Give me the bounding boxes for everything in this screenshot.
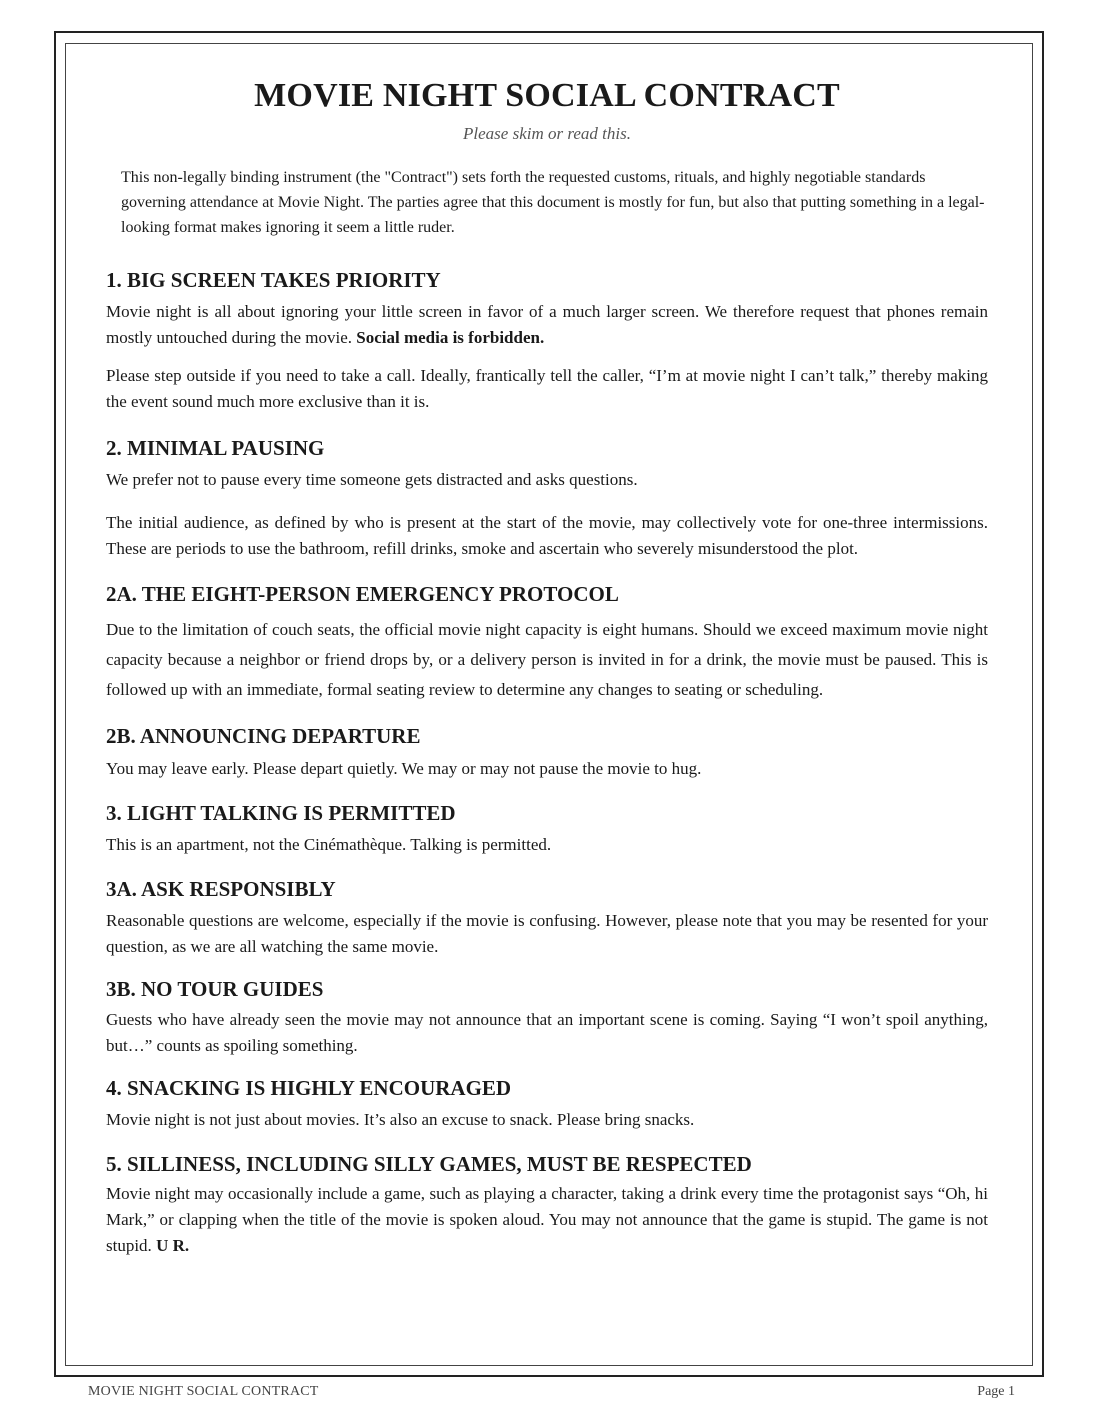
section-paragraph: The initial audience, as defined by who is present at the start of the movie, may collectively vote for one-three intermissions. These are periods to use the bathroom, refill drinks, smoke and ascertain who severely misunderstood the plot. — [106, 513, 988, 558]
section-paragraph: Due to the limitation of couch seats, the official movie night capacity is eight humans. Should we exceed maximum movie night capacity because a neighbor or friend drops by, or a delivery person is invited in for a drink, the movie must be paused. This is followed up with an immediate, formal seating review to determine any changes to seating or scheduling. — [106, 620, 988, 699]
paragraph-text: Movie night may occasionally include a game, such as playing a character, taking a drink every time the protagonist says “Oh, hi Mark,” or clapping when the title of the movie is spoken aloud. You may not announce that the game is stupid. The game is not stupid. — [106, 1184, 988, 1255]
section-paragraph: Reasonable questions are welcome, especially if the movie is confusing. However, please note that you may be resented for your question, as we are all watching the same movie. — [106, 911, 988, 956]
section-3a — [106, 875, 988, 960]
section-paragraph: Movie night is not just about movies. It’s also an excuse to snack. Please bring snacks. — [106, 1110, 695, 1129]
section-5 — [106, 1150, 988, 1259]
section-paragraph — [106, 299, 988, 351]
section-heading: 4. SNACKING IS HIGHLY ENCOURAGED — [106, 1076, 512, 1100]
section-heading: 2A. THE EIGHT-PERSON EMERGENCY PROTOCOL — [106, 582, 619, 606]
section-paragraph: This is an apartment, not the Cinémathèque. Talking is permitted. — [106, 835, 552, 854]
section-heading: 5. SILLINESS, INCLUDING SILLY GAMES, MUST BE RESPECTED — [106, 1152, 752, 1176]
section-paragraph: Please step outside if you need to take a call. Ideally, frantically tell the caller, “I’m at movie night I can’t talk,” thereby making the event sound much more exclusive than it is. — [106, 366, 988, 411]
footer-page-number: Page 1 — [977, 1384, 1015, 1399]
section-2 — [106, 434, 988, 562]
section-paragraph: Guests who have already seen the movie may not announce that an important scene is coming. Saying “I won’t spoil anything, but…” counts as spoiling something. — [106, 1010, 988, 1055]
section-2a — [106, 580, 988, 705]
section-heading: 2. MINIMAL PAUSING — [106, 436, 325, 460]
document-body — [106, 74, 988, 1259]
section-heading: 3B. NO TOUR GUIDES — [106, 977, 324, 1001]
section-heading: 3A. ASK RESPONSIBLY — [106, 877, 336, 901]
section-paragraph — [106, 1181, 988, 1259]
bold-text: U R. — [156, 1236, 190, 1255]
section-paragraph: We prefer not to pause every time someone gets distracted and asks questions. — [106, 470, 638, 489]
document-subtitle: Please skim or read this. — [463, 124, 631, 143]
bold-text: Social media is forbidden. — [356, 328, 545, 347]
section-1 — [106, 266, 988, 415]
section-heading: 3. LIGHT TALKING IS PERMITTED — [106, 801, 456, 825]
section-4 — [106, 1074, 988, 1133]
document-title: MOVIE NIGHT SOCIAL CONTRACT — [254, 77, 840, 114]
section-3 — [106, 799, 988, 858]
section-2b — [106, 722, 988, 782]
section-paragraph: You may leave early. Please depart quietly. We may or may not pause the movie to hug. — [106, 759, 702, 778]
section-heading: 2B. ANNOUNCING DEPARTURE — [106, 724, 421, 748]
intro-paragraph: This non-legally binding instrument (the "Contract") sets forth the requested customs, rituals, and highly negotiable standards governing attendance at Movie Night. The parties agree that this document is mostly for fun, but also that putting something in a legal-looking format makes ignoring it seem a little ruder. — [121, 169, 985, 236]
section-3b — [106, 975, 988, 1059]
footer-document-name: MOVIE NIGHT SOCIAL CONTRACT — [88, 1384, 319, 1399]
paragraph-text: Movie night is all about ignoring your little screen in favor of a much larger screen. We therefore request that phones remain mostly untouched during the movie. — [106, 302, 988, 347]
section-heading: 1. BIG SCREEN TAKES PRIORITY — [106, 268, 441, 292]
